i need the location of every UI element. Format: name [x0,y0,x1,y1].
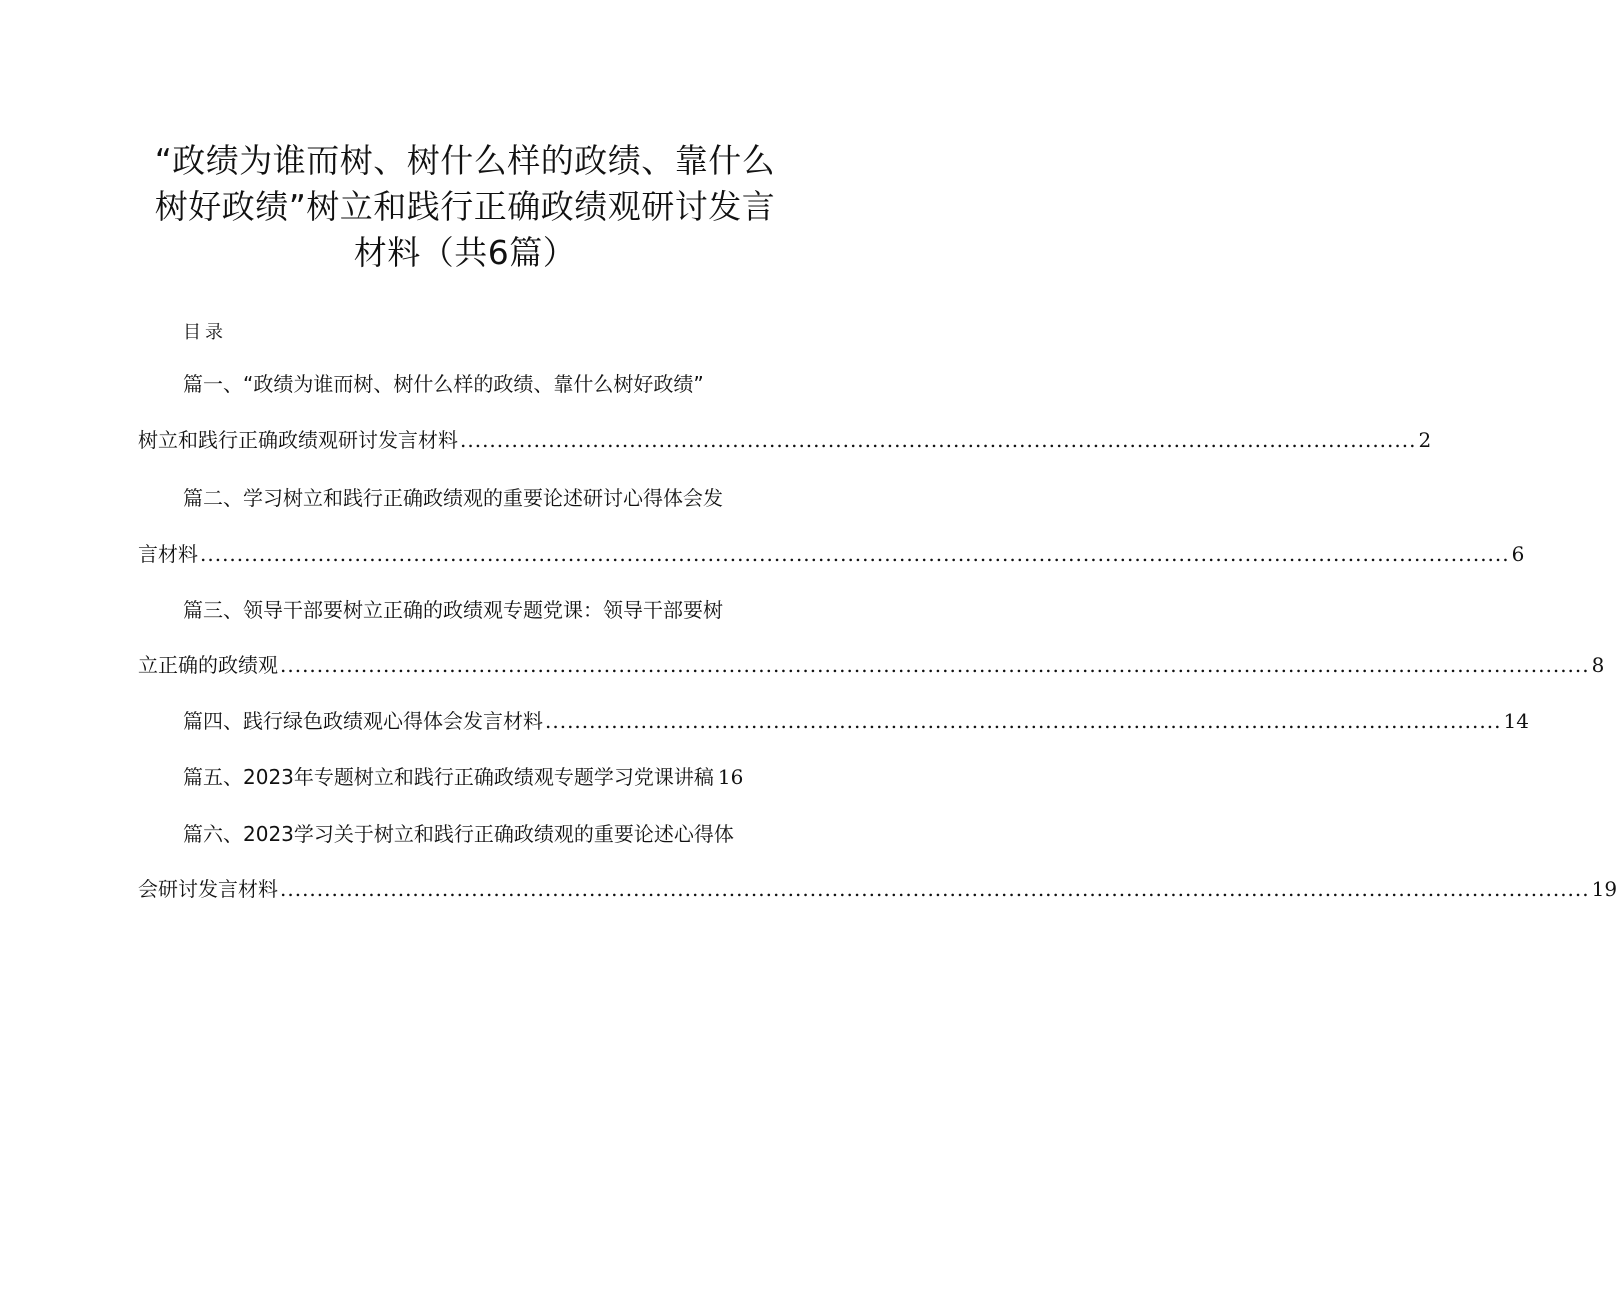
toc-entry-4-page: 14 [1503,709,1529,733]
toc-entry-5[interactable] [183,764,743,790]
toc-entry-6-page: 19 [1591,877,1617,901]
toc-entry-3-line-2[interactable] [138,652,1605,678]
toc-entry-2-line-2[interactable] [138,541,1525,567]
title-line-2: 树好政绩”树立和践行正确政绩观研讨发言 [154,187,776,226]
toc-entry-6-text[interactable]: 篇六、2023学习关于树立和践行正确政绩观的重要论述心得体 [183,822,734,846]
toc-entry-1-line-2[interactable] [138,427,1432,453]
toc-entry-2-text[interactable]: 篇二、学习树立和践行正确政绩观的重要论述研讨心得体会发 [183,486,723,510]
toc-entry-6-line-2[interactable] [138,876,1617,902]
toc-entry-6-line-1[interactable] [183,821,734,847]
title-line-3: 材料（共6篇） [353,233,577,272]
toc-entry-3-text-cont[interactable]: 立正确的政绩观 [138,653,278,677]
toc-entry-2-page: 6 [1511,542,1525,566]
toc-entry-2-text-cont[interactable]: 言材料 [138,542,198,566]
toc-entry-4-text[interactable]: 篇四、践行绿色政绩观心得体会发言材料 [183,709,543,733]
toc-entry-5-text[interactable]: 篇五、2023年专题树立和践行正确政绩观专题学习党课讲稿 [183,765,714,789]
dot-leader: .................................................................................................................................................................................. [280,877,1590,901]
toc-entry-3-text[interactable]: 篇三、领导干部要树立正确的政绩观专题党课：领导干部要树 [183,598,723,622]
title-line-1: “政绩为谁而树、树什么样的政绩、靠什么 [154,141,776,180]
toc-entry-5-page: 16 [717,765,744,789]
toc-entry-4[interactable] [183,708,1529,734]
toc-heading: 目录 [183,322,227,343]
toc-entry-1-page: 2 [1418,428,1432,452]
toc-entry-3-page: 8 [1591,653,1605,677]
toc-entry-1-text[interactable]: 篇一、“政绩为谁而树、树什么样的政绩、靠什么树好政绩” [183,372,704,396]
dot-leader: .................................................................................................................................. [460,428,1417,452]
toc-entry-2-line-1[interactable] [183,485,723,511]
toc-entry-1-text-cont[interactable]: 树立和践行正确政绩观研讨发言材料 [138,428,458,452]
toc-entry-6-text-cont[interactable]: 会研讨发言材料 [138,877,278,901]
dot-leader: .................................................................................................................................................................................. [200,542,1510,566]
dot-leader: .................................................................................................................................................................................. [280,653,1590,677]
toc-entry-3-line-1[interactable] [183,597,723,623]
toc-entry-1-line-1[interactable] [183,371,704,397]
document-title [150,138,780,276]
dot-leader: .................................................................................................................................. [545,709,1502,733]
